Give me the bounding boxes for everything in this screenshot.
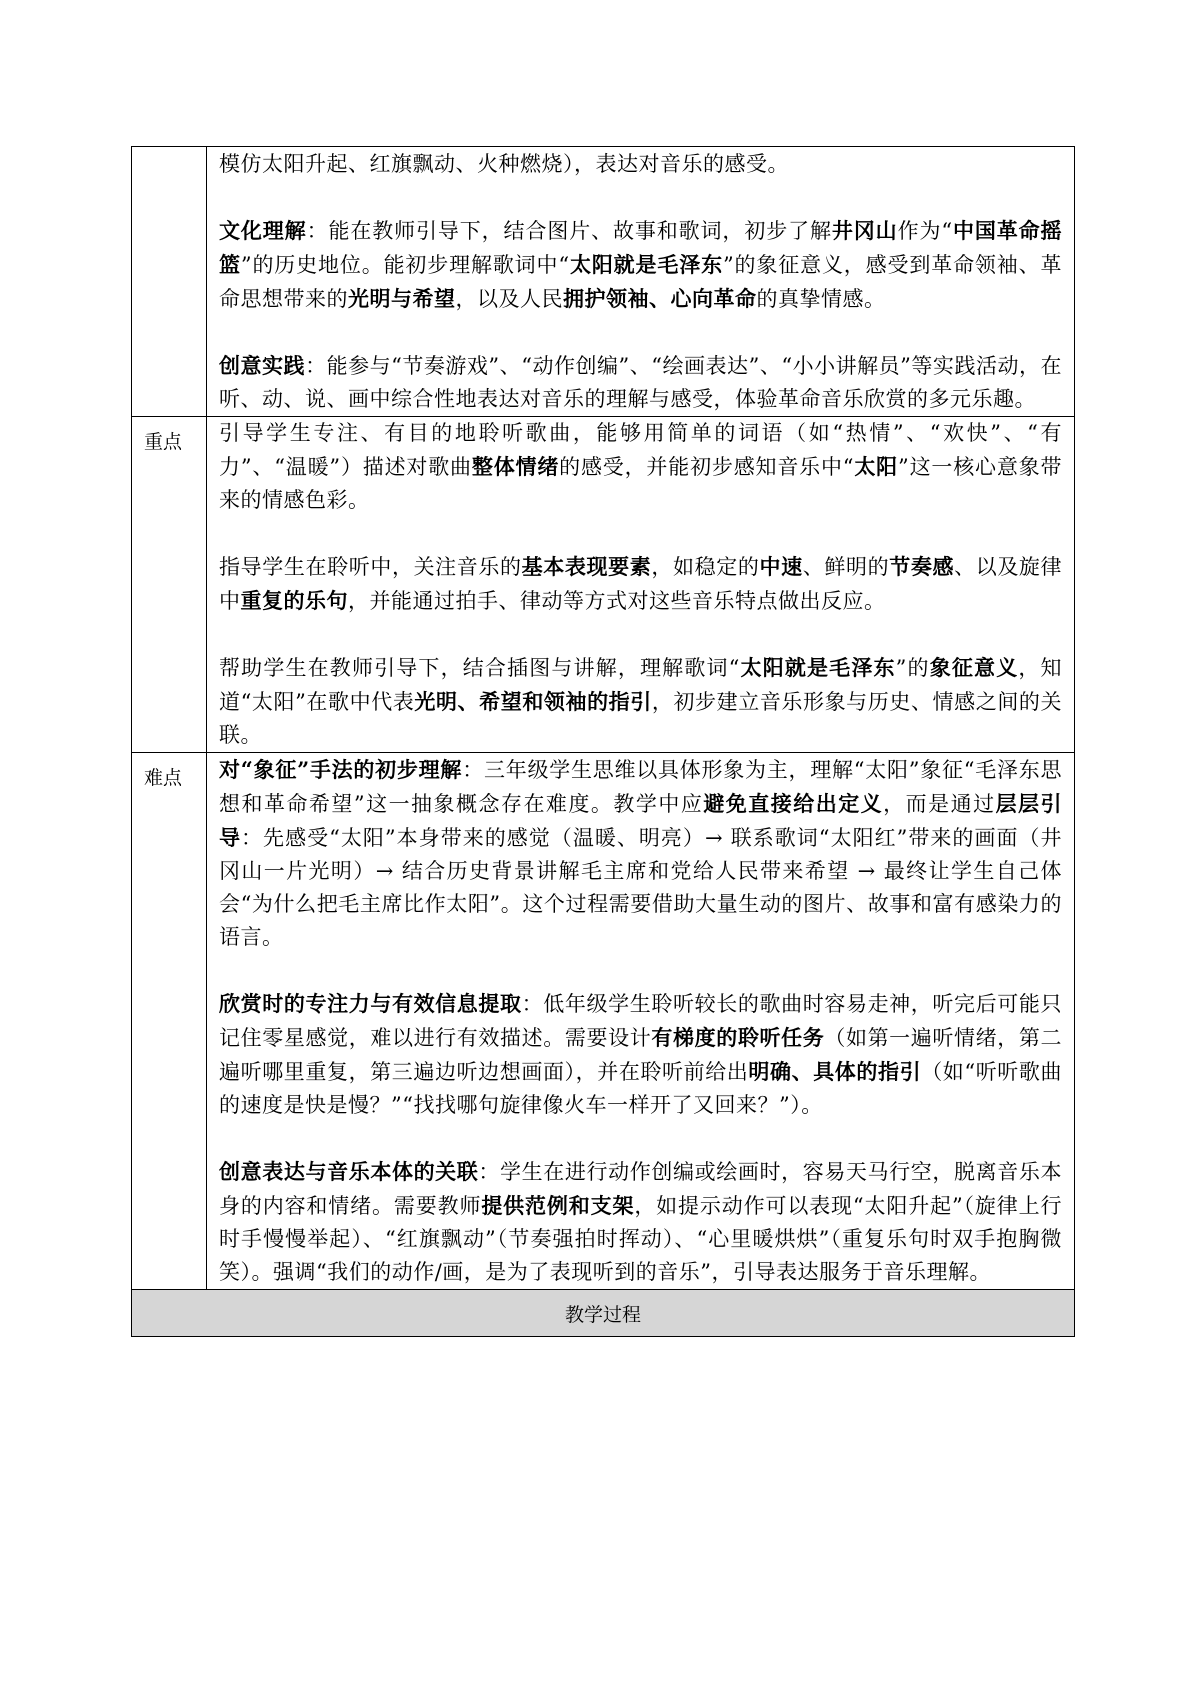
objectives-row bbox=[132, 147, 1075, 417]
key-points-label: 重点 bbox=[144, 431, 183, 453]
text-run: ，初步建立音乐形象与历史、情感之间的关联。 bbox=[219, 690, 1062, 747]
text-run: ，如提示动作可以表现“太阳升起”（旋律上行时手慢慢举起）、“红旗飘动”（节奏强拍时挥动）、“心里暖烘烘”（重复乐句时双手抱胸微笑）。强调“我们的动作/画，是为了表现听到的音乐”，引导表达服务于音乐理解。 bbox=[219, 1194, 1062, 1284]
text-run: ，以及人民 bbox=[455, 287, 563, 311]
paragraph bbox=[219, 148, 1062, 181]
text-run: 指导学生在聆听中，关注音乐的 bbox=[219, 555, 522, 579]
text-run: （如第一遍听情绪，第二遍听哪里重复，第三遍边听边想画面），并在聆听前给出 bbox=[219, 1026, 1063, 1084]
bold-text: 欣赏时的专注力与有效信息提取 bbox=[219, 991, 522, 1016]
bold-text: 文化理解 bbox=[219, 218, 307, 243]
bold-text: 重复的乐句 bbox=[240, 588, 348, 613]
text-run: ：先感受“太阳”本身带来的感觉（温暖、明亮）→ 联系歌词“太阳红”带来的画面（井冈山一片光明）→ 结合历史背景讲解毛主席和党给人民带来希望 → 最终让学生自己体会“为什么把毛主席比作太阳”。这个过程需要借助大量生动的图片、故事和富有感染力的语言。 bbox=[219, 826, 1063, 949]
text-run: （如“听听歌曲的速度是快是慢？”“找找哪句旋律像火车一样开了又回来？”）。 bbox=[219, 1060, 1062, 1117]
text-run: 引导学生专注、有目的地聆听歌曲，能够用简单的词语（如“热情”、“欢快”、“有力”、“温暖”）描述对歌曲 bbox=[219, 421, 1062, 479]
teaching-process-header: 教学过程 bbox=[132, 1290, 1075, 1337]
bold-text: 节奏感 bbox=[889, 554, 955, 579]
objectives-label-cell bbox=[132, 147, 207, 417]
text-run: ：能参与“节奏游戏”、“动作创编”、“绘画表达”、“小小讲解员”等实践活动，在听、动、说、画中综合性地表达对音乐的理解与感受，体验革命音乐欣赏的多元乐趣。 bbox=[219, 354, 1062, 411]
objectives-content-cell bbox=[207, 147, 1075, 417]
paragraph bbox=[219, 651, 1062, 752]
text-run: 的真挚情感。 bbox=[756, 287, 886, 311]
bold-text: 中国革命摇篮 bbox=[219, 218, 1063, 277]
text-run: ：低年级学生聆听较长的歌曲时容易走神，听完后可能只记住零星感觉，难以进行有效描述。需要设计 bbox=[219, 992, 1063, 1050]
paragraph bbox=[219, 550, 1062, 618]
bold-text: 井冈山 bbox=[831, 218, 898, 243]
bold-text: 拥护领袖、心向革命 bbox=[563, 286, 757, 311]
paragraph bbox=[219, 214, 1062, 316]
bold-text: 提供范例和支架 bbox=[481, 1193, 635, 1218]
paragraph bbox=[219, 753, 1062, 954]
key-points-label-cell bbox=[132, 417, 207, 753]
bold-text: 太阳就是毛泽东 bbox=[739, 655, 896, 680]
bold-text: 太阳 bbox=[854, 454, 899, 479]
lesson-plan-table bbox=[131, 146, 1075, 1337]
difficulties-label: 难点 bbox=[144, 767, 183, 789]
bold-text: 中速 bbox=[759, 554, 803, 579]
teaching-process-row bbox=[132, 1290, 1075, 1337]
text-run: 模仿太阳升起、红旗飘动、火种燃烧），表达对音乐的感受。 bbox=[219, 152, 789, 176]
bold-text: 光明与希望 bbox=[348, 286, 456, 311]
bold-text: 层层引导 bbox=[219, 791, 1063, 850]
key-points-content-cell bbox=[207, 417, 1075, 753]
bold-text: 有梯度的聆听任务 bbox=[651, 1025, 825, 1050]
bold-text: 对“象征”手法的初步理解 bbox=[219, 757, 463, 782]
bold-text: 光明、希望和领袖的指引 bbox=[414, 689, 652, 714]
bold-text: 基本表现要素 bbox=[521, 554, 652, 579]
paragraph bbox=[219, 417, 1062, 517]
paragraph bbox=[219, 987, 1062, 1122]
text-run: 帮助学生在教师引导下，结合插图与讲解，理解歌词“ bbox=[219, 656, 740, 680]
difficulties-label-cell bbox=[132, 753, 207, 1290]
bold-text: 创意表达与音乐本体的关联 bbox=[219, 1159, 479, 1184]
text-run: 的感受，并能初步感知音乐中“ bbox=[559, 455, 855, 479]
text-run: ”的象征意义，感受到革命领袖、革命思想带来的 bbox=[219, 253, 1062, 311]
text-run: ”这一核心意象带来的情感色彩。 bbox=[219, 455, 1062, 512]
text-run: 、鲜明的 bbox=[802, 555, 890, 579]
text-run: ，而是通过 bbox=[883, 792, 996, 816]
text-run: ：能在教师引导下，结合图片、故事和歌词，初步了解 bbox=[306, 219, 832, 243]
bold-text: 明确、具体的指引 bbox=[748, 1059, 922, 1084]
text-run: ，知道“太阳”在歌中代表 bbox=[219, 656, 1063, 714]
difficulties-content-cell bbox=[207, 753, 1075, 1290]
objectives-label bbox=[132, 147, 206, 157]
bold-text: 太阳就是毛泽东 bbox=[569, 252, 723, 277]
text-run: ：学生在进行动作创编或绘画时，容易天马行空，脱离音乐本身的内容和情绪。需要教师 bbox=[219, 1160, 1062, 1218]
text-run: 、以及旋律中 bbox=[219, 555, 1063, 613]
text-run: ”的历史地位。能初步理解歌词中“ bbox=[240, 253, 570, 277]
bold-text: 避免直接给出定义 bbox=[703, 791, 884, 816]
key-points-row bbox=[132, 417, 1075, 753]
difficulties-row bbox=[132, 753, 1075, 1290]
text-run: ，并能通过拍手、律动等方式对这些音乐特点做出反应。 bbox=[348, 589, 886, 613]
bold-text: 创意实践 bbox=[219, 353, 306, 378]
text-run: ：三年级学生思维以具体形象为主，理解“太阳”象征“毛泽东思想和革命希望”这一抽象概念存在难度。教学中应 bbox=[219, 758, 1062, 816]
paragraph bbox=[219, 1155, 1062, 1289]
bold-text: 象征意义 bbox=[929, 655, 1019, 680]
bold-text: 整体情绪 bbox=[471, 454, 560, 479]
paragraph bbox=[219, 349, 1062, 416]
text-run: ”的 bbox=[895, 656, 930, 680]
text-run: ，如稳定的 bbox=[651, 555, 760, 579]
text-run: 作为“ bbox=[897, 219, 953, 243]
